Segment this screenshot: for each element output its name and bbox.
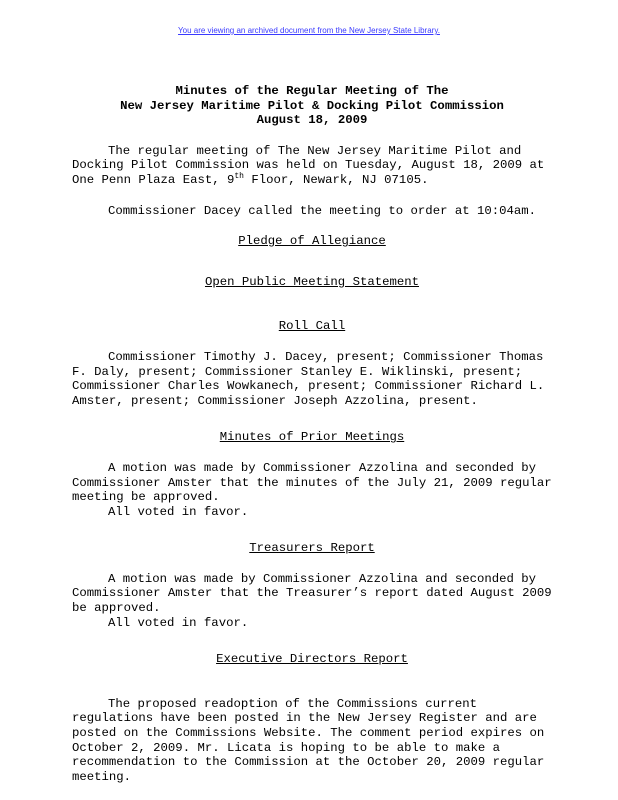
document-title-line-2: New Jersey Maritime Pilot & Docking Pilot Commission <box>120 98 504 113</box>
minutes-paragraph: A motion was made by Commissioner Azzolina and seconded by Commissioner Amster that the minutes of the July 21, 2009 regular meeting be approved. <box>72 460 552 505</box>
heading-open-meeting: Open Public Meeting Statement <box>204 274 419 289</box>
heading-treasurer: Treasurers Report <box>249 541 375 556</box>
intro-paragraph: The regular meeting of The New Jersey Maritime Pilot and Docking Pilot Commission was held on Tuesday, August 18, 2009 at One Penn Plaza East, 9th Floor, Newark, NJ 07105. <box>72 143 545 187</box>
heading-minutes: Minutes of Prior Meetings <box>219 430 405 445</box>
treasurer-vote: All voted in favor. <box>108 615 249 630</box>
executive-paragraph: The proposed readoption of the Commissions current regulations have been posted in the New Jersey Register and are posted on the Commissions Website. The comment period expires on October 2, 2009. Mr. Licata is hoping to be able to make a recommendation to the Commission at the October 20, 2009 regular meeting. <box>72 696 545 784</box>
minutes-vote: All voted in favor. <box>108 504 249 519</box>
heading-pledge: Pledge of Allegiance <box>238 234 386 249</box>
document-title-line-1: Minutes of the Regular Meeting of The <box>175 84 449 98</box>
call-to-order-paragraph: Commissioner Dacey called the meeting to order at 10:04am. <box>108 203 537 218</box>
heading-executive: Executive Directors Report <box>216 652 408 667</box>
roll-call-paragraph: Commissioner Timothy J. Dacey, present; Commissioner Thomas F. Daly, present; Commissioner Stanley E. Wiklinski, present; Commissioner Charles Wowkanech, present; Commissioner Richard L. Amster, present; Commissioner Joseph Azzolina, present. <box>72 349 545 408</box>
treasurer-paragraph: A motion was made by Commissioner Azzolina and seconded by Commissioner Amster that the Treasurer’s report dated August 2009 be approved. <box>72 571 552 616</box>
archive-banner-link[interactable]: You are viewing an archived document from the New Jersey State Library. <box>178 26 440 35</box>
document-title-line-3: August 18, 2009 <box>256 113 368 128</box>
heading-roll-call: Roll Call <box>278 319 346 334</box>
document-body <box>72 84 552 784</box>
